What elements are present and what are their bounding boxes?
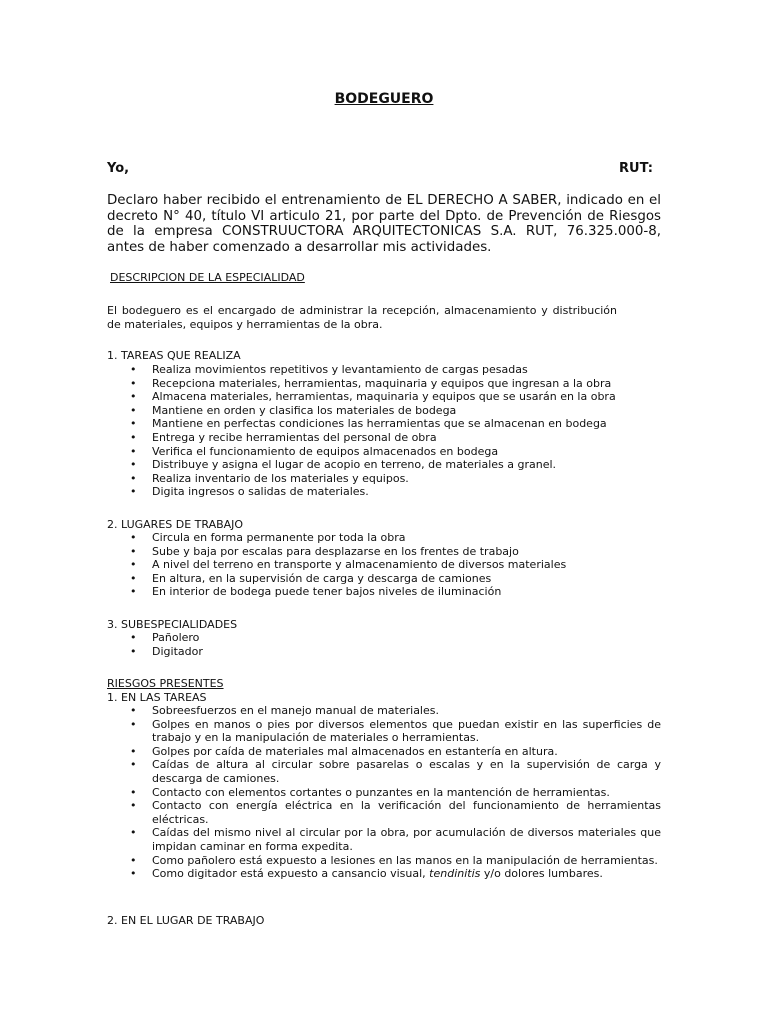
list-item: • Circula en forma permanente por toda la obra	[152, 531, 566, 545]
lugares-heading: 2. LUGARES DE TRABAJO	[107, 518, 244, 531]
list-item: • Recepciona materiales, herramientas, maquinaria y equipos que ingresan a la obra	[152, 377, 616, 391]
list-item: • Sobreesfuerzos en el manejo manual de materiales.	[152, 704, 661, 718]
lugares-list	[107, 531, 566, 599]
especialidad-title: DESCRIPCION DE LA ESPECIALIDAD	[110, 271, 305, 284]
list-item: • Entrega y recibe herramientas del personal de obra	[152, 431, 616, 445]
list-item: • Caídas del mismo nivel al circular por la obra, por acumulación de diversos materiales que impidan caminar en forma expedita.	[152, 826, 661, 853]
lugar-trabajo-heading: 2. EN EL LUGAR DE TRABAJO	[107, 914, 265, 927]
list-item: • Mantiene en orden y clasifica los materiales de bodega	[152, 404, 616, 418]
subespecialidades-heading: 3. SUBESPECIALIDADES	[107, 618, 238, 631]
list-item: • Distribuye y asigna el lugar de acopio en terreno, de materiales a granel.	[152, 458, 616, 472]
list-item: • Sube y baja por escalas para desplazarse en los frentes de trabajo	[152, 545, 566, 559]
riesgos-list	[107, 704, 661, 881]
list-item: • Digita ingresos o salidas de materiales.	[152, 485, 616, 499]
list-item: • Caídas de altura al circular sobre pasarelas o escalas y en la supervisión de carga y descarga de camiones.	[152, 758, 661, 785]
list-item: • Realiza inventario de los materiales y equipos.	[152, 472, 616, 486]
list-item: • Pañolero	[152, 631, 203, 645]
rut-label: RUT:	[619, 161, 653, 176]
list-item: • Almacena materiales, herramientas, maquinaria y equipos que se usarán en la obra	[152, 390, 616, 404]
riesgos-tareas-heading: 1. EN LAS TAREAS	[107, 691, 207, 704]
tareas-heading: 1. TAREAS QUE REALIZA	[107, 349, 241, 362]
tareas-list	[107, 363, 616, 499]
item-text: y/o dolores lumbares.	[480, 867, 603, 881]
list-item: • En altura, en la supervisión de carga y descarga de camiones	[152, 572, 566, 586]
list-item: • Mantiene en perfectas condiciones las herramientas que se almacenan en bodega	[152, 417, 616, 431]
list-item: • Como pañolero está expuesto a lesiones en las manos en la manipulación de herramientas.	[152, 854, 661, 868]
item-text: Como digitador está expuesto a cansancio visual,	[152, 867, 430, 881]
list-item: • Golpes por caída de materiales mal almacenados en estantería en altura.	[152, 745, 661, 759]
list-item: • Contacto con elementos cortantes o punzantes en la mantención de herramientas.	[152, 786, 661, 800]
riesgos-heading: RIESGOS PRESENTES	[107, 677, 224, 690]
list-item: • Realiza movimientos repetitivos y levantamiento de cargas pesadas	[152, 363, 616, 377]
especialidad-description: El bodeguero es el encargado de administrar la recepción, almacenamiento y distribución de materiales, equipos y herramientas de la obra.	[107, 304, 617, 331]
list-item: • Verifica el funcionamiento de equipos almacenados en bodega	[152, 445, 616, 459]
yo-label: Yo,	[107, 161, 130, 176]
list-item: • A nivel del terreno en transporte y almacenamiento de diversos materiales	[152, 558, 566, 572]
list-item: • Digitador	[152, 645, 203, 659]
list-item	[152, 867, 661, 881]
list-item: • Contacto con energía eléctrica en la verificación del funcionamiento de herramientas eléctricas.	[152, 799, 661, 826]
subespecialidades-list	[107, 631, 203, 658]
list-item: • Golpes en manos o pies por diversos elementos que puedan existir en las superficies de trabajo y en la manipulación de materiales o herramientas.	[152, 718, 661, 745]
declaration-paragraph: Declaro haber recibido el entrenamiento de EL DERECHO A SABER, indicado en el decreto N° 40, título VI articulo 21, por parte del Dpto. de Prevención de Riesgos de la empresa CONSTRUUCTORA ARQUITECTONICAS S.A. RUT, 76.325.000-8, antes de haber comenzado a desarrollar mis actividades.	[107, 193, 661, 256]
item-italic-text: tendinitis	[429, 867, 481, 881]
page-title: BODEGUERO	[334, 91, 434, 107]
list-item: • En interior de bodega puede tener bajos niveles de iluminación	[152, 585, 566, 599]
